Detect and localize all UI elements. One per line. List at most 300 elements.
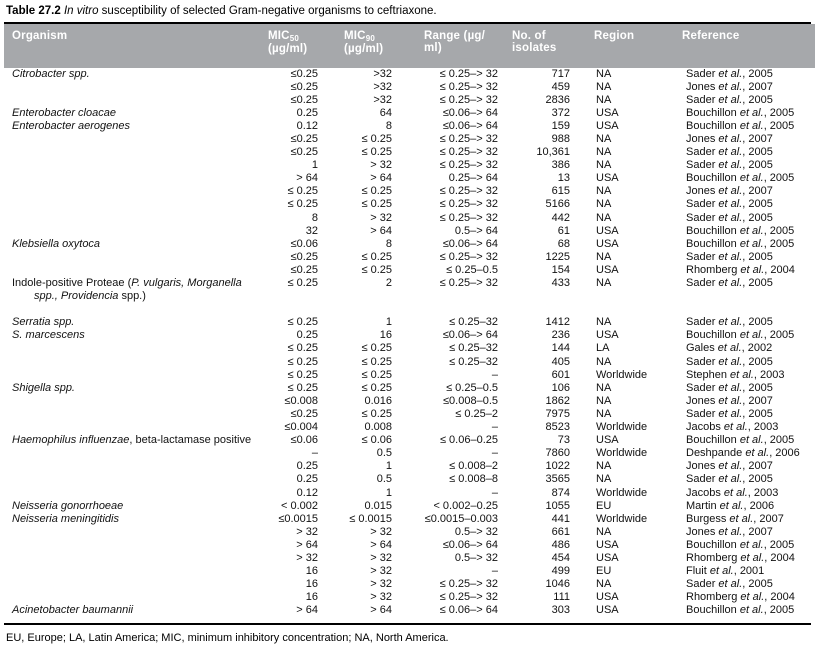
cell-reference: Bouchillon et al., 2005 — [686, 172, 795, 185]
cell-range: < 0.002–0.25 — [433, 499, 498, 512]
spacer-cell — [420, 303, 508, 316]
cell-mic90: > 32 — [370, 159, 392, 172]
cell-mic90: ≤ 0.25 — [361, 263, 392, 276]
cell-region: USA — [596, 434, 619, 447]
cell-mic50: ≤ 0.25 — [287, 381, 318, 394]
cell-region: NA — [596, 250, 612, 263]
cell-mic90: > 64 — [370, 604, 392, 617]
cell-mic90: 8 — [385, 237, 392, 250]
cell-reference: Sader et al., 2005 — [686, 250, 773, 263]
cell-mic90: 1 — [385, 486, 392, 499]
cell-mic50: ≤0.25 — [290, 250, 318, 263]
cell-reference: Sader et al., 2005 — [686, 381, 773, 394]
table-row — [4, 356, 815, 369]
cell-range: – — [491, 565, 498, 578]
cell-region: USA — [596, 172, 619, 185]
cell-isolates: 5166 — [545, 198, 570, 211]
table-row — [4, 316, 815, 329]
cell-isolates: 1225 — [545, 250, 570, 263]
susceptibility-table — [4, 24, 815, 618]
cell-isolates: 10,361 — [536, 146, 570, 159]
cell-mic50: ≤0.25 — [290, 407, 318, 420]
cell-range: ≤ 0.25–32 — [449, 342, 498, 355]
cell-organism — [4, 565, 264, 578]
column-header-mic50 — [264, 24, 340, 68]
cell-isolates: 372 — [551, 106, 570, 119]
cell-range: ≤ 0.25–> 32 — [439, 198, 498, 211]
caption-rest: susceptibility of selected Gram-negative organisms to ceftriaxone. — [98, 5, 437, 17]
cell-mic50: ≤0.008 — [284, 394, 318, 407]
cell-region: USA — [596, 591, 619, 604]
table-row — [4, 198, 815, 211]
cell-mic50: ≤0.25 — [290, 146, 318, 159]
cell-reference: Rhomberg et al., 2004 — [686, 591, 795, 604]
table-row — [4, 277, 815, 303]
cell-isolates: 442 — [551, 211, 570, 224]
table-row — [4, 552, 815, 565]
table-row — [4, 107, 815, 120]
cell-reference: Jacobs et al., 2003 — [686, 421, 779, 434]
cell-organism: Klebsiella oxytoca — [12, 237, 101, 250]
column-header-range — [420, 24, 508, 68]
cell-organism — [4, 526, 264, 539]
table-row — [4, 238, 815, 251]
cell-mic90: > 32 — [370, 551, 392, 564]
table-row — [4, 172, 815, 185]
cell-range: ≤ 0.25–> 32 — [439, 211, 498, 224]
cell-range: ≤ 0.25–> 32 — [439, 277, 498, 289]
cell-mic50: 16 — [305, 591, 318, 604]
table-row — [4, 434, 815, 447]
table-row — [4, 526, 815, 539]
cell-range: 0.5–> 32 — [454, 525, 498, 538]
cell-organism — [4, 342, 264, 355]
cell-mic50: – — [311, 447, 318, 460]
cell-region: Worldwide — [596, 447, 648, 460]
table-row — [4, 159, 815, 172]
cell-reference: Rhomberg et al., 2004 — [686, 263, 795, 276]
cell-mic50: > 64 — [296, 172, 318, 185]
table-row — [4, 487, 815, 500]
cell-isolates: 106 — [551, 381, 570, 394]
cell-region: NA — [596, 473, 612, 486]
cell-mic90: ≤ 0.25 — [361, 342, 392, 355]
cell-reference: Jones et al., 2007 — [686, 132, 773, 145]
cell-organism: Enterobacter aerogenes — [12, 119, 131, 132]
cell-isolates: 615 — [551, 185, 570, 198]
cell-mic90: > 32 — [370, 565, 392, 578]
cell-organism — [4, 81, 264, 94]
cell-mic50: 0.25 — [296, 329, 318, 342]
cell-range: ≤ 0.25–> 32 — [439, 159, 498, 172]
spacer-cell — [340, 303, 420, 316]
cell-organism — [4, 159, 264, 172]
cell-organism — [4, 264, 264, 277]
cell-organism — [4, 133, 264, 146]
cell-range: – — [491, 421, 498, 434]
cell-mic50: 0.12 — [296, 119, 318, 132]
cell-mic50: 0.25 — [296, 473, 318, 486]
cell-reference: Bouchillon et al., 2005 — [686, 538, 795, 551]
cell-isolates: 236 — [551, 329, 570, 342]
cell-mic50: 0.12 — [296, 486, 318, 499]
cell-isolates: 601 — [551, 368, 570, 381]
cell-isolates: 874 — [551, 486, 570, 499]
spacer-cell — [4, 303, 264, 316]
cell-region: NA — [596, 146, 612, 159]
table-container — [4, 24, 811, 618]
cell-mic90: ≤ 0.25 — [361, 146, 392, 159]
cell-range: ≤ 0.25–> 32 — [439, 146, 498, 159]
spacer-cell — [508, 303, 590, 316]
cell-organism — [4, 369, 264, 382]
cell-mic90: >32 — [373, 93, 392, 106]
cell-region: NA — [596, 80, 612, 93]
cell-region: USA — [596, 263, 619, 276]
cell-mic90: 0.015 — [364, 499, 392, 512]
table-row — [4, 604, 815, 617]
spacer-cell — [590, 303, 678, 316]
cell-range: ≤ 0.25–0.5 — [446, 381, 498, 394]
cell-mic90: ≤ 0.25 — [361, 407, 392, 420]
cell-isolates: 2836 — [545, 93, 570, 106]
cell-reference: Sader et al., 2005 — [686, 93, 773, 106]
cell-mic50: ≤0.25 — [290, 67, 318, 80]
cell-organism: Shigella spp. — [12, 381, 75, 394]
table-row — [4, 329, 815, 342]
spacer-cell — [678, 303, 815, 316]
cell-reference: Jones et al., 2007 — [686, 525, 773, 538]
cell-isolates: 8523 — [545, 421, 570, 434]
cell-mic90: >32 — [373, 80, 392, 93]
cell-range: ≤ 0.25–2 — [455, 407, 498, 420]
cell-region: NA — [596, 525, 612, 538]
cell-organism — [4, 447, 264, 460]
cell-region: Worldwide — [596, 421, 648, 434]
table-row — [4, 81, 815, 94]
mic50-main: MIC — [268, 29, 290, 42]
cell-isolates: 144 — [551, 342, 570, 355]
cell-isolates: 441 — [551, 512, 570, 525]
cell-mic90: > 64 — [370, 172, 392, 185]
cell-reference: Sader et al., 2005 — [686, 159, 773, 172]
column-header-reference: Reference — [682, 29, 740, 42]
cell-reference: Bouchillon et al., 2005 — [686, 434, 795, 447]
cell-range: ≤ 0.06–> 64 — [439, 604, 498, 617]
mic90-unit: (µg/ml) — [344, 43, 384, 55]
cell-isolates: 303 — [551, 604, 570, 617]
table-row — [4, 225, 815, 238]
column-header-region: Region — [594, 29, 635, 42]
cell-range: ≤ 0.25–> 32 — [439, 67, 498, 80]
cell-isolates: 499 — [551, 565, 570, 578]
cell-reference: Sader et al., 2005 — [686, 316, 773, 329]
cell-reference: Sader et al., 2005 — [686, 578, 773, 591]
cell-range: ≤ 0.25–> 32 — [439, 578, 498, 591]
cell-isolates: 661 — [551, 525, 570, 538]
cell-mic90: ≤ 0.25 — [361, 185, 392, 198]
table-row — [4, 120, 815, 133]
cell-mic50: ≤0.25 — [290, 80, 318, 93]
cell-reference: Bouchillon et al., 2005 — [686, 604, 795, 617]
cell-mic90: 1 — [385, 316, 392, 329]
cell-isolates: 454 — [551, 551, 570, 564]
cell-reference: Sader et al., 2005 — [686, 198, 773, 211]
cell-range: ≤0.06–> 64 — [442, 119, 498, 132]
cell-mic90: 0.016 — [364, 394, 392, 407]
cell-range: 0.25–> 64 — [448, 172, 498, 185]
table-row — [4, 68, 815, 81]
cell-mic90: 2 — [385, 277, 392, 289]
cell-mic50: ≤ 0.25 — [287, 368, 318, 381]
cell-reference: Bouchillon et al., 2005 — [686, 224, 795, 237]
range-line2: ml) — [424, 42, 442, 54]
cell-mic90: ≤ 0.25 — [361, 250, 392, 263]
cell-region: LA — [596, 342, 610, 355]
cell-range: ≤0.06–> 64 — [442, 106, 498, 119]
cell-range: – — [491, 486, 498, 499]
cell-region: NA — [596, 211, 612, 224]
cell-organism — [4, 408, 264, 421]
cell-region: USA — [596, 329, 619, 342]
cell-isolates: 486 — [551, 538, 570, 551]
cell-reference: Sader et al., 2005 — [686, 473, 773, 486]
cell-organism: Acinetobacter baumannii — [12, 604, 134, 617]
table-row — [4, 264, 815, 277]
cell-isolates: 433 — [551, 277, 570, 289]
cell-organism — [4, 225, 264, 238]
cell-range: ≤0.06–> 64 — [442, 538, 498, 551]
cell-region: NA — [596, 132, 612, 145]
column-header-isolates — [508, 24, 590, 68]
cell-range: – — [491, 447, 498, 460]
cell-mic90: > 32 — [370, 211, 392, 224]
cell-region: NA — [596, 355, 612, 368]
cell-mic50: ≤0.06 — [290, 237, 318, 250]
cell-organism — [4, 539, 264, 552]
cell-reference: Jacobs et al., 2003 — [686, 486, 779, 499]
cell-isolates: 405 — [551, 355, 570, 368]
cell-isolates: 3565 — [545, 473, 570, 486]
cell-range: ≤0.008–0.5 — [443, 394, 498, 407]
cell-region: NA — [596, 460, 612, 473]
cell-region: EU — [596, 565, 612, 578]
cell-mic50: 0.25 — [296, 460, 318, 473]
cell-reference: Burgess et al., 2007 — [686, 512, 784, 525]
cell-mic90: 0.008 — [364, 421, 392, 434]
cell-organism — [4, 395, 264, 408]
cell-isolates: 154 — [551, 263, 570, 276]
cell-range: ≤ 0.008–2 — [449, 460, 498, 473]
cell-organism — [4, 251, 264, 264]
cell-organism: Neisseria meningitidis — [12, 512, 119, 525]
cell-range: ≤0.0015–0.003 — [424, 512, 498, 525]
cell-reference: Sader et al., 2005 — [686, 67, 773, 80]
cell-isolates: 459 — [551, 80, 570, 93]
table-row — [4, 251, 815, 264]
table-row — [4, 591, 815, 604]
cell-reference: Bouchillon et al., 2005 — [686, 106, 795, 119]
cell-organism: Indole-positive Proteae (P. vulgaris, Morganella spp., Providencia spp.) — [12, 277, 242, 303]
cell-reference: Jones et al., 2007 — [686, 394, 773, 407]
cell-organism — [4, 185, 264, 198]
cell-mic90: ≤ 0.25 — [361, 198, 392, 211]
table-row — [4, 395, 815, 408]
cell-region: Worldwide — [596, 486, 648, 499]
range-line1: Range (µg/ — [424, 29, 486, 42]
table-spacer-row — [4, 303, 815, 316]
cell-mic90: 64 — [379, 106, 392, 119]
cell-mic50: < 0.002 — [280, 499, 318, 512]
table-row — [4, 513, 815, 526]
cell-mic90: ≤ 0.25 — [361, 368, 392, 381]
cell-range: ≤ 0.25–> 32 — [439, 93, 498, 106]
cell-range: ≤ 0.25–32 — [449, 355, 498, 368]
cell-mic50: > 64 — [296, 538, 318, 551]
cell-reference: Fluit et al., 2001 — [686, 565, 765, 578]
cell-mic50: ≤ 0.25 — [287, 316, 318, 329]
cell-mic90: >32 — [373, 67, 392, 80]
cell-reference: Bouchillon et al., 2005 — [686, 329, 795, 342]
table-caption — [0, 0, 815, 22]
cell-organism — [4, 552, 264, 565]
cell-mic50: > 64 — [296, 604, 318, 617]
cell-mic50: 1 — [311, 159, 318, 172]
cell-reference: Gales et al., 2002 — [686, 342, 773, 355]
cell-range: ≤ 0.25–> 32 — [439, 185, 498, 198]
cell-reference: Jones et al., 2007 — [686, 185, 773, 198]
cell-range: – — [491, 368, 498, 381]
cell-organism — [4, 591, 264, 604]
cell-isolates: 7860 — [545, 447, 570, 460]
table-row — [4, 133, 815, 146]
cell-mic50: ≤ 0.25 — [287, 198, 318, 211]
cell-range: ≤ 0.25–> 32 — [439, 80, 498, 93]
cell-isolates: 1046 — [545, 578, 570, 591]
cell-mic50: 0.25 — [296, 106, 318, 119]
cell-reference: Sader et al., 2005 — [686, 277, 773, 289]
table-body — [4, 68, 815, 618]
cell-range: ≤ 0.25–> 32 — [439, 250, 498, 263]
cell-reference: Sader et al., 2005 — [686, 355, 773, 368]
cell-region: Worldwide — [596, 368, 648, 381]
cell-mic50: ≤ 0.25 — [287, 342, 318, 355]
cell-range: ≤ 0.008–8 — [449, 473, 498, 486]
cell-mic90: > 32 — [370, 578, 392, 591]
table-row — [4, 578, 815, 591]
table-row — [4, 447, 815, 460]
cell-organism — [4, 421, 264, 434]
cell-isolates: 717 — [551, 67, 570, 80]
cell-isolates: 111 — [553, 591, 570, 604]
cell-organism: Serratia spp. — [12, 316, 75, 329]
cell-mic90: > 32 — [370, 525, 392, 538]
table-row — [4, 539, 815, 552]
cell-organism — [4, 487, 264, 500]
cell-organism — [4, 94, 264, 107]
cell-isolates: 988 — [551, 132, 570, 145]
cell-mic50: ≤0.06 — [290, 434, 318, 447]
cell-mic50: ≤0.25 — [290, 132, 318, 145]
cell-mic50: 8 — [311, 211, 318, 224]
cell-region: NA — [596, 159, 612, 172]
cell-mic50: ≤ 0.25 — [287, 277, 318, 289]
cell-region: Worldwide — [596, 512, 648, 525]
cell-organism — [4, 198, 264, 211]
cell-reference: Martin et al., 2006 — [686, 499, 775, 512]
mic90-main: MIC — [344, 29, 366, 42]
cell-region: NA — [596, 93, 612, 106]
table-row — [4, 212, 815, 225]
cell-range: ≤ 0.25–0.5 — [446, 263, 498, 276]
cell-mic50: ≤0.25 — [290, 93, 318, 106]
cell-isolates: 1862 — [545, 394, 570, 407]
mic50-subscript: 50 — [289, 33, 299, 43]
cell-range: ≤0.06–> 64 — [442, 329, 498, 342]
cell-organism — [4, 146, 264, 159]
table-row — [4, 369, 815, 382]
cell-range: 0.5–> 32 — [454, 551, 498, 564]
cell-mic50: ≤ 0.25 — [287, 355, 318, 368]
cell-organism — [4, 578, 264, 591]
cell-range: ≤ 0.06–0.25 — [439, 434, 498, 447]
cell-organism — [4, 172, 264, 185]
cell-range: ≤0.06–> 64 — [442, 237, 498, 250]
cell-region: NA — [596, 277, 612, 289]
cell-region: NA — [596, 407, 612, 420]
cell-region: NA — [596, 67, 612, 80]
cell-mic90: ≤ 0.25 — [361, 355, 392, 368]
cell-mic50: 16 — [305, 578, 318, 591]
cell-organism — [4, 356, 264, 369]
cell-mic50: ≤0.0015 — [278, 512, 318, 525]
cell-mic50: 32 — [305, 224, 318, 237]
cell-region: NA — [596, 198, 612, 211]
column-header-mic90 — [340, 24, 420, 68]
cell-isolates: 73 — [557, 434, 570, 447]
cell-mic90: ≤ 0.06 — [361, 434, 392, 447]
table-row — [4, 146, 815, 159]
caption-italic: In vitro — [63, 5, 99, 17]
table-head — [4, 24, 815, 68]
table-row — [4, 94, 815, 107]
table-row — [4, 565, 815, 578]
cell-mic90: ≤ 0.25 — [361, 132, 392, 145]
cell-range: 0.5–> 64 — [454, 224, 498, 237]
cell-reference: Sader et al., 2005 — [686, 146, 773, 159]
cell-region: NA — [596, 316, 612, 329]
cell-region: NA — [596, 185, 612, 198]
cell-reference: Sader et al., 2005 — [686, 407, 773, 420]
cell-mic50: > 32 — [296, 525, 318, 538]
mic90-subscript: 90 — [365, 33, 375, 43]
table-number: Table 27.2 — [6, 5, 61, 17]
isolates-line1: No. of — [512, 29, 546, 42]
cell-isolates: 386 — [551, 159, 570, 172]
cell-mic90: ≤ 0.0015 — [349, 512, 392, 525]
table-row — [4, 421, 815, 434]
cell-isolates: 7975 — [545, 407, 570, 420]
cell-region: NA — [596, 394, 612, 407]
mic50-unit: (µg/ml) — [268, 43, 308, 55]
table-row — [4, 500, 815, 513]
table-row — [4, 185, 815, 198]
cell-reference: Bouchillon et al., 2005 — [686, 119, 795, 132]
cell-region: USA — [596, 538, 619, 551]
cell-mic90: 0.5 — [376, 473, 392, 486]
cell-mic50: 16 — [305, 565, 318, 578]
cell-reference: Sader et al., 2005 — [686, 211, 773, 224]
